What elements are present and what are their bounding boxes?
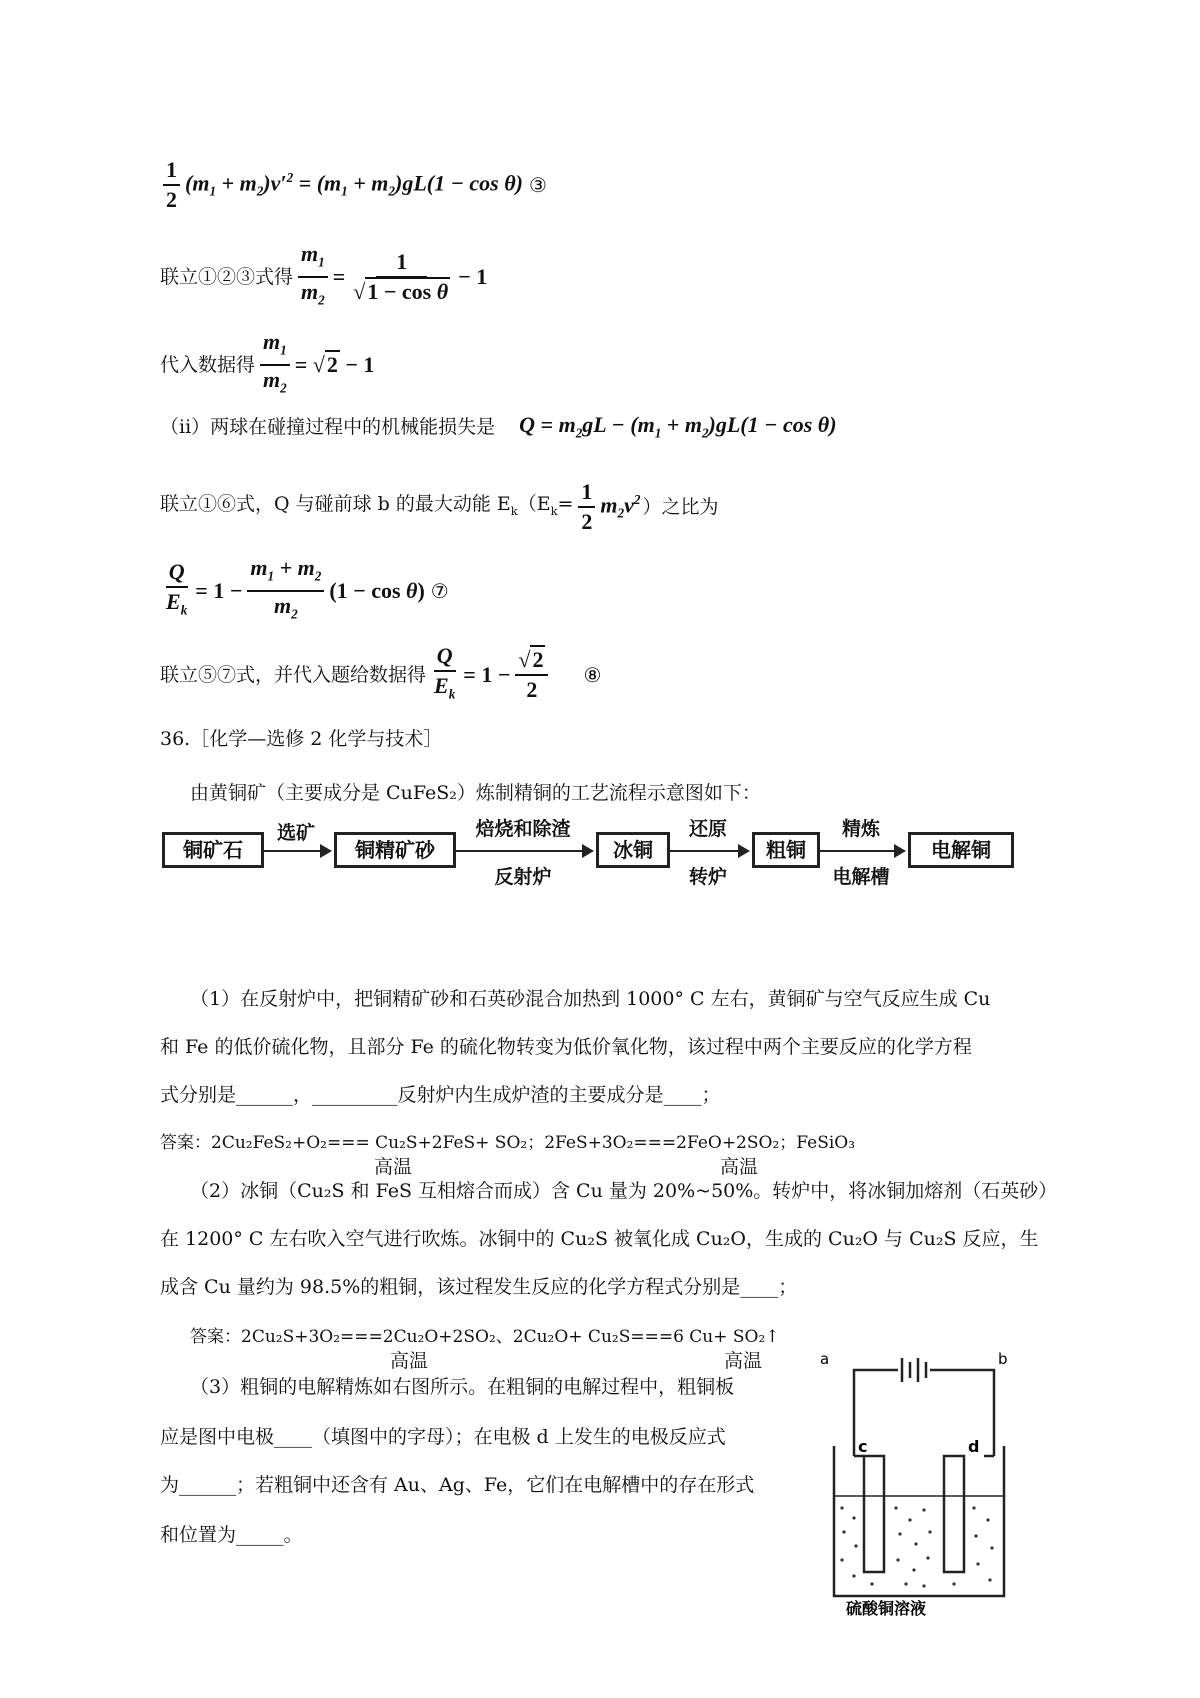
q1-line2: 和 Fe 的低价硫化物，且部分 Fe 的硫化物转变为低价氧化物，该过程中两个主要反应的化学方程 <box>160 1036 972 1058</box>
solution-dots <box>834 1496 1004 1588</box>
circle-number: ⑧ <box>583 663 602 688</box>
electrode-d <box>944 1456 964 1572</box>
electrode-c <box>864 1456 884 1572</box>
flow-arrow <box>262 850 330 852</box>
equation-3: $\frac{1}{2}$ $(m_1 + m_2)v'^2 = (m_1 + m_2)gL(1 - \cos \theta)$ ③ <box>160 158 547 212</box>
circle-number: ③ <box>529 173 547 197</box>
text-prefix: 代入数据得 <box>160 354 256 377</box>
label-c: c <box>858 1437 868 1456</box>
flow-box-matte: 冰铜 <box>596 832 670 868</box>
electrolysis-diagram <box>820 1348 1010 1616</box>
label-d: d <box>968 1437 980 1456</box>
equation-8: 联立⑤⑦式，并代入题给数据得 $\frac{Q}{E_k}$ = 1 − $\frac{√2}{2}$ ⑧ <box>160 643 602 703</box>
text-eq: = <box>557 492 574 515</box>
reaction-condition: 高温 <box>390 1350 429 1372</box>
q1-answer: 答案：2Cu₂FeS₂+O₂=== Cu₂S+2FeS+ SO₂；2FeS+3O₂===2FeO+2SO₂；FeSiO₃ <box>160 1133 856 1153</box>
reaction-condition: 高温 <box>724 1350 763 1372</box>
flow-box-electrolytic-copper: 电解铜 <box>908 832 1014 868</box>
flow-arrow <box>454 850 592 852</box>
text-prefix: （ii）两球在碰撞过程中的机械能损失是 <box>160 415 496 438</box>
flow-box-concentrate: 铜精矿砂 <box>334 832 456 868</box>
equation-energy-loss: （ii）两球在碰撞过程中的机械能损失是 $Q = m_2gL - (m_1 + m_2)gL(1 - \cos \theta)$ <box>160 412 837 441</box>
flow-box-ore: 铜矿石 <box>162 832 264 868</box>
text-prefix: 联立①⑥式，Q 与碰前球 b 的最大动能 E <box>160 492 511 515</box>
equation-mass-ratio: 联立①②③式得 $\frac{m_1}{m_2}$ = $\frac{1}{\text{√1 − cos θ}}$ − 1 <box>160 241 488 308</box>
flow-label: 焙烧和除渣 <box>475 818 571 840</box>
q3-line2: 应是图中电极____（填图中的字母）；在电极 d 上发生的电极反应式 <box>160 1426 726 1448</box>
q2-line1: （2）冰铜（Cu₂S 和 FeS 互相熔合而成）含 Cu 量为 20%~50%。转炉中，将冰铜加熔剂（石英砂） <box>190 1180 1058 1202</box>
flow-label: 转炉 <box>688 866 727 888</box>
intro-text: 由黄铜矿（主要成分是 CuFeS₂）炼制精铜的工艺流程示意图如下： <box>190 782 761 804</box>
flow-label: 电解槽 <box>832 866 890 888</box>
q2-line2: 在 1200° C 左右吹入空气进行吹炼。冰铜中的 Cu₂S 被氧化成 Cu₂O，生成的 Cu₂O 与 Cu₂S 反应，生 <box>160 1228 1039 1250</box>
wire-right <box>930 1370 994 1456</box>
line-kinetic-energy: 联立①⑥式，Q 与碰前球 b 的最大动能 $E_k(E_k=$ $\frac{1}{2}$ $m_2v^2$ ）之比为 <box>160 479 719 534</box>
label-a: a <box>820 1350 830 1368</box>
reaction-condition: 高温 <box>374 1156 413 1178</box>
text-prefix: 联立⑤⑦式，并代入题给数据得 <box>160 664 427 687</box>
flow-arrow <box>668 850 748 852</box>
subscript: k <box>550 503 558 518</box>
equation-numeric-ratio: 代入数据得 $\frac{m_1}{m_2}$ = √2 − 1 <box>160 329 375 396</box>
subscript: k <box>510 503 518 518</box>
text-prefix: 联立①②③式得 <box>160 266 294 289</box>
flow-label: 精炼 <box>841 818 880 840</box>
q1-line1: （1）在反射炉中，把铜精矿砂和石英砂混合加热到 1000° C 左右，黄铜矿与空气反应生成 Cu <box>190 988 991 1010</box>
equation-7: $\frac{Q}{E_k}$ = 1 − $\frac{m_1 + m_2}{m_2}$ (1 − cos θ) ⑦ <box>166 555 449 622</box>
flow-label: 反射炉 <box>494 866 552 888</box>
reaction-condition: 高温 <box>720 1156 759 1178</box>
flow-label: 还原 <box>688 818 727 840</box>
flow-arrow <box>818 850 904 852</box>
label-b: b <box>998 1350 1008 1368</box>
text-suffix: ）之比为 <box>642 496 719 518</box>
q3-line4: 和位置为_____。 <box>160 1524 303 1546</box>
circle-number: ⑦ <box>430 579 449 604</box>
q3-line1: （3）粗铜的电解精炼如右图所示。在粗铜的电解过程中，粗铜板 <box>190 1376 735 1398</box>
q2-line3: 成含 Cu 量约为 98.5%的粗铜，该过程发生反应的化学方程式分别是____； <box>160 1276 798 1298</box>
section-title: 36.［化学—选修 2 化学与技术］ <box>160 728 443 750</box>
q1-line3: 式分别是______，_________反射炉内生成炉渣的主要成分是____； <box>160 1084 721 1106</box>
q3-line3: 为______；若粗铜中还含有 Au、Ag、Fe，它们在电解槽中的存在形式 <box>160 1474 755 1496</box>
flow-box-blister-copper: 粗铜 <box>752 832 820 868</box>
electrolytic-tank <box>834 1446 1004 1596</box>
text-mid: （E <box>517 492 551 515</box>
flow-label: 选矿 <box>276 822 315 844</box>
q2-answer: 答案：2Cu₂S+3O₂===2Cu₂O+2SO₂、2Cu₂O+ Cu₂S===6 Cu+ SO₂↑ <box>190 1327 780 1347</box>
caption-solution: 硫酸铜溶液 <box>846 1599 927 1616</box>
